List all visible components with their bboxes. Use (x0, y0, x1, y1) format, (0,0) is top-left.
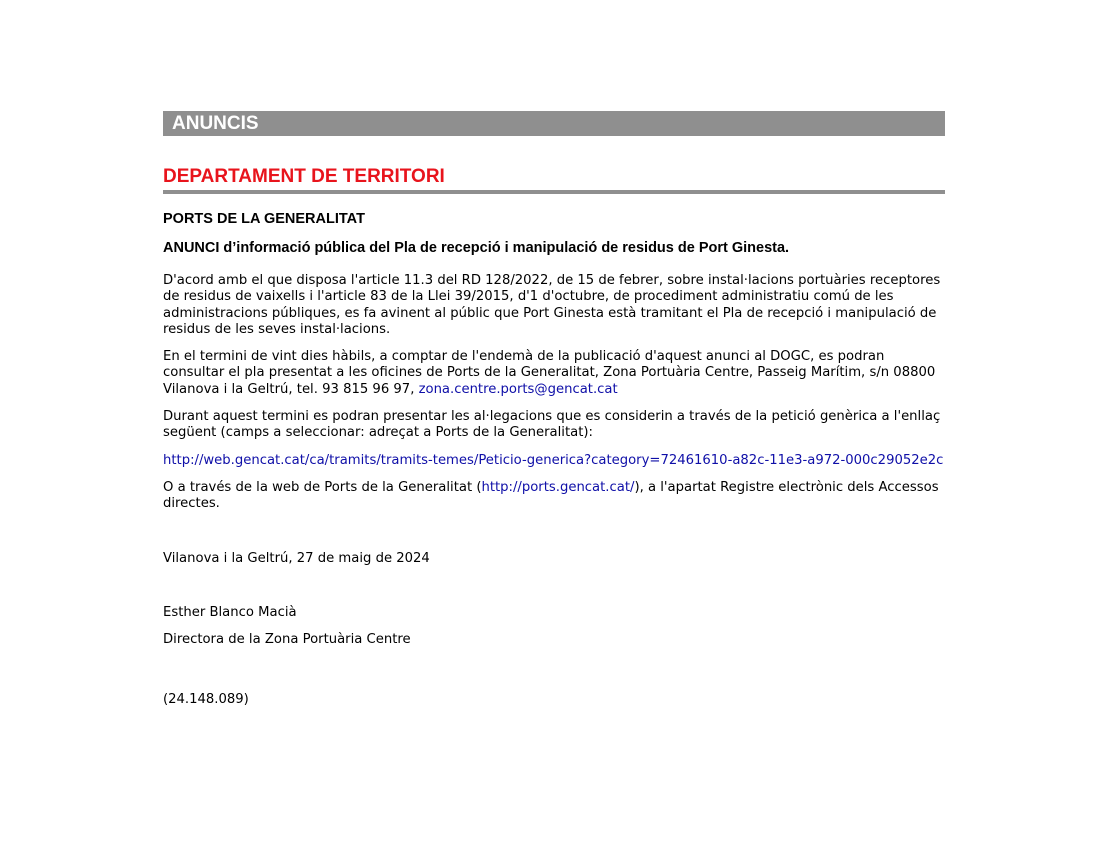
paragraph-link (163, 453, 945, 469)
section-header: ANUNCIS (163, 111, 945, 136)
peticio-generica-link[interactable]: http://web.gencat.cat/ca/tramits/tramits-temes/Peticio-generica?category=72461610-a82c-11e3-a972-000c29052e2c (163, 452, 944, 468)
web-text-before: O a través de la web de Ports de la Generalitat ( (163, 479, 482, 495)
place-date: Vilanova i la Geltrú, 27 de maig de 2024 (163, 550, 430, 566)
web-text-after: ), a l'apartat Registre electrònic dels Accessos directes. (163, 479, 939, 512)
paragraph-allegations: Durant aquest termini es podran presentar les al·legacions que es considerin a través de la petició genèrica a l'enllaç següent (camps a seleccionar: adreçat a Ports de la Generalitat): (163, 409, 941, 441)
paragraph-legal-basis: D'acord amb el que disposa l'article 11.3 del RD 128/2022, de 15 de febrer, sobre instal·lacions portuàries receptores de residus de vaixells i l'article 83 de la Llei 39/2015, d'1 d'octubre, de procediment administratiu comú de les administracions públiques, es fa avinent al públic que Port Ginesta està tramitant el Pla de recepció i manipulació de residus de les seves instal·lacions. (163, 273, 941, 337)
document-page (163, 111, 945, 709)
department-header: DEPARTAMENT DE TERRITORI (163, 166, 945, 194)
paragraph-consultation (163, 349, 945, 398)
signatory-role: Directora de la Zona Portuària Centre (163, 632, 411, 648)
ports-web-link[interactable]: http://ports.gencat.cat/ (481, 479, 635, 495)
paragraph-web (163, 480, 945, 513)
reference-number: (24.148.089) (163, 692, 249, 708)
announcement-title: ANUNCI d’informació pública del Pla de recepció i manipulació de residus de Port Ginesta. (163, 240, 790, 256)
organization-name: PORTS DE LA GENERALITAT (163, 211, 365, 227)
consultation-text: En el termini de vint dies hàbils, a comptar de l'endemà de la publicació d'aquest anunci al DOGC, es podran consultar el pla presentat a les oficines de Ports de la Generalitat, Zona Portuària Centre, Passeig Marítim, s/n 08800 Vilanova i la Geltrú, tel. 93 815 96 97, (163, 349, 936, 397)
email-link[interactable]: zona.centre.ports@gencat.cat (418, 381, 618, 397)
signatory-name: Esther Blanco Macià (163, 604, 297, 620)
